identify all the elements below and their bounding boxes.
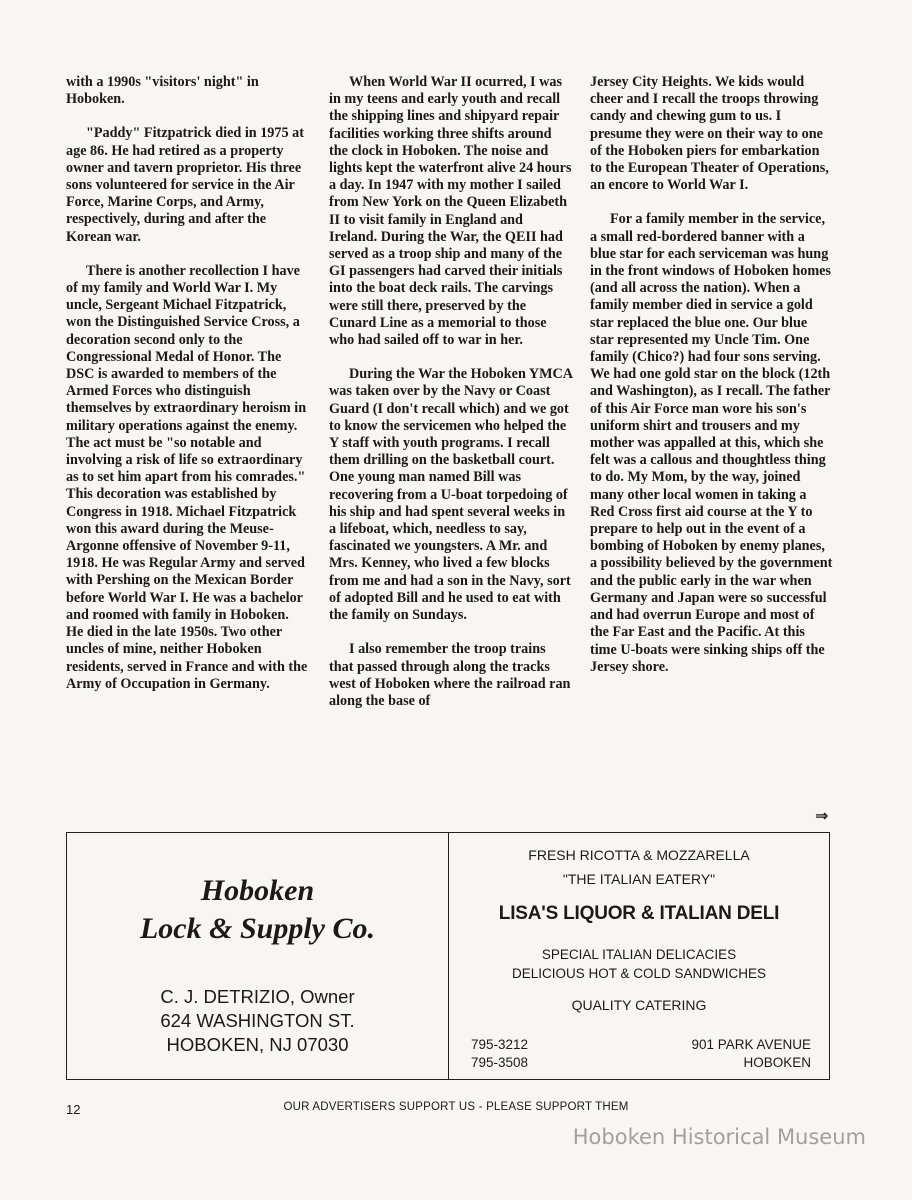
lock-supply-name-line-2: Lock & Supply Co.: [139, 912, 375, 945]
deli-name: LISA'S LIQUOR & ITALIAN DELI: [498, 903, 780, 924]
advertisement-box: [66, 832, 830, 1080]
column-3-paragraph-2: For a family member in the service, a small red-bordered banner with a blue star for each serviceman was hung in the front windows of Hoboken homes (and all across the nation). When a family member died in service a gold star replaced the blue one. Our blue star represented my Uncle Tim. One family (Chico?) had four sons serving. We had one gold star on the block (12th and Washington), as I recall. The father of this Air Force man wore his son's uniform shirt and trousers and my mother was appalled at this, which she felt was a callous and thoughtless thing to do. My Mom, by the way, joined many other local women in taking a Red Cross first aid course at the Y to prepare to help out in the event of a bombing of Hoboken by enemy planes, a possibility believed by the government and the public early in the war when Germany and Japan were so successful and had overrun Europe and most of the Far East and the Pacific. At this time U-boats were sinking ships off the Jersey shore.: [590, 211, 833, 675]
lock-supply-city: HOBOKEN, NJ 07030: [166, 1034, 349, 1055]
continued-arrow-icon: ⇒: [815, 806, 829, 825]
page-number: 12: [66, 1102, 81, 1117]
lock-supply-name-line-1: Hoboken: [200, 874, 315, 907]
lock-supply-owner: C. J. DETRIZIO, Owner: [160, 986, 355, 1007]
article-column-2: [329, 74, 573, 727]
deli-address-city: HOBOKEN: [743, 1055, 811, 1070]
deli-address-street: 901 PARK AVENUE: [691, 1037, 811, 1052]
column-2-paragraph-2: During the War the Hoboken YMCA was taken over by the Navy or Coast Guard (I don't recall which) and we got to know the servicemen who helped the Y staff with youth programs. I recall them drilling on the basketball court. One young man named Bill was recovering from a U-boat torpedoing of his ship and had spent several weeks in a lifeboat, which, needless to say, fascinated we youngsters. A Mr. and Mrs. Kenney, who lived a few blocks from me and had a son in the Navy, sort of adopted Bill and he used to eat with the family on Sundays.: [329, 366, 573, 624]
article-column-1: [66, 74, 308, 710]
column-1-paragraph-3: There is another recollection I have of my family and World War I. My uncle, Sergeant Michael Fitzpatrick, won the Distinguished Service Cross, a decoration second only to the Congressional Medal of Honor. The DSC is awarded to members of the Armed Forces who distinguish themselves by extraordinary heroism in military operations against the enemy. The act must be "so notable and involving a risk of life so extraordinary as to set him apart from his comrades." This decoration was established by Congress in 1918. Michael Fitzpatrick won this award during the Meuse-Argonne offensive of November 9-11, 1918. He was Regular Army and served with Pershing on the Mexican Border before World War I. He was a bachelor and roomed with family in Hoboken. He died in the late 1950s. Two other uncles of mine, neither Hoboken residents, served in France and with the Army of Occupation in Germany.: [66, 262, 308, 692]
lisas-deli-ad: [449, 833, 829, 1079]
deli-line-eatery: "THE ITALIAN EATERY": [562, 871, 716, 887]
deli-line-delicacies: SPECIAL ITALIAN DELICACIES: [541, 947, 737, 962]
column-3-paragraph-1: Jersey City Heights. We kids would cheer and I recall the troops throwing candy and chewing gum to us. I presume they were on their way to one of the Hoboken piers for embarkation to the European Theater of Operations, an encore to World War I.: [590, 74, 829, 194]
column-2-paragraph-1: When World War II ocurred, I was in my teens and early youth and recall the shipping lines and shipyard repair facilities working three shifts around the clock in Hoboken. The noise and lights kept the waterfront alive 24 hours a day. In 1947 with my mother I sailed from New York on the Queen Elizabeth II to visit family in England and Ireland. During the War, the QEII had served as a troop ship and many of the GI passengers had carved their initials into the boat deck rails. The carvings were still there, preserved by the Cunard Line as a memorial to those who had sailed off to war in her.: [329, 74, 572, 349]
deli-line-sandwiches: DELICIOUS HOT & COLD SANDWICHES: [511, 966, 767, 981]
column-1-paragraph-1: with a 1990s "visitors' night" in Hoboken.: [66, 74, 259, 108]
lock-supply-ad: [67, 833, 448, 1079]
deli-phone-2: 795-3508: [471, 1055, 529, 1070]
lock-supply-street: 624 WASHINGTON ST.: [160, 1010, 355, 1031]
column-2-paragraph-3: I also remember the troop trains that passed through along the tracks west of Hoboken where the railroad ran along the base of: [329, 641, 571, 709]
footer-slogan: OUR ADVERTISERS SUPPORT US - PLEASE SUPPORT THEM: [283, 1101, 629, 1113]
column-1-paragraph-2: "Paddy" Fitzpatrick died in 1975 at age 86. He had retired as a property owner and tavern proprietor. His three sons volunteered for service in the Air Force, Marine Corps, and Army, respectively, during and after the Korean war.: [66, 125, 304, 245]
article-column-3: [590, 74, 834, 693]
deli-line-catering: QUALITY CATERING: [571, 997, 707, 1013]
deli-phone-1: 795-3212: [471, 1037, 529, 1052]
deli-line-ricotta: FRESH RICOTTA & MOZZARELLA: [528, 847, 750, 863]
museum-watermark: Hoboken Historical Museum: [572, 1125, 866, 1149]
